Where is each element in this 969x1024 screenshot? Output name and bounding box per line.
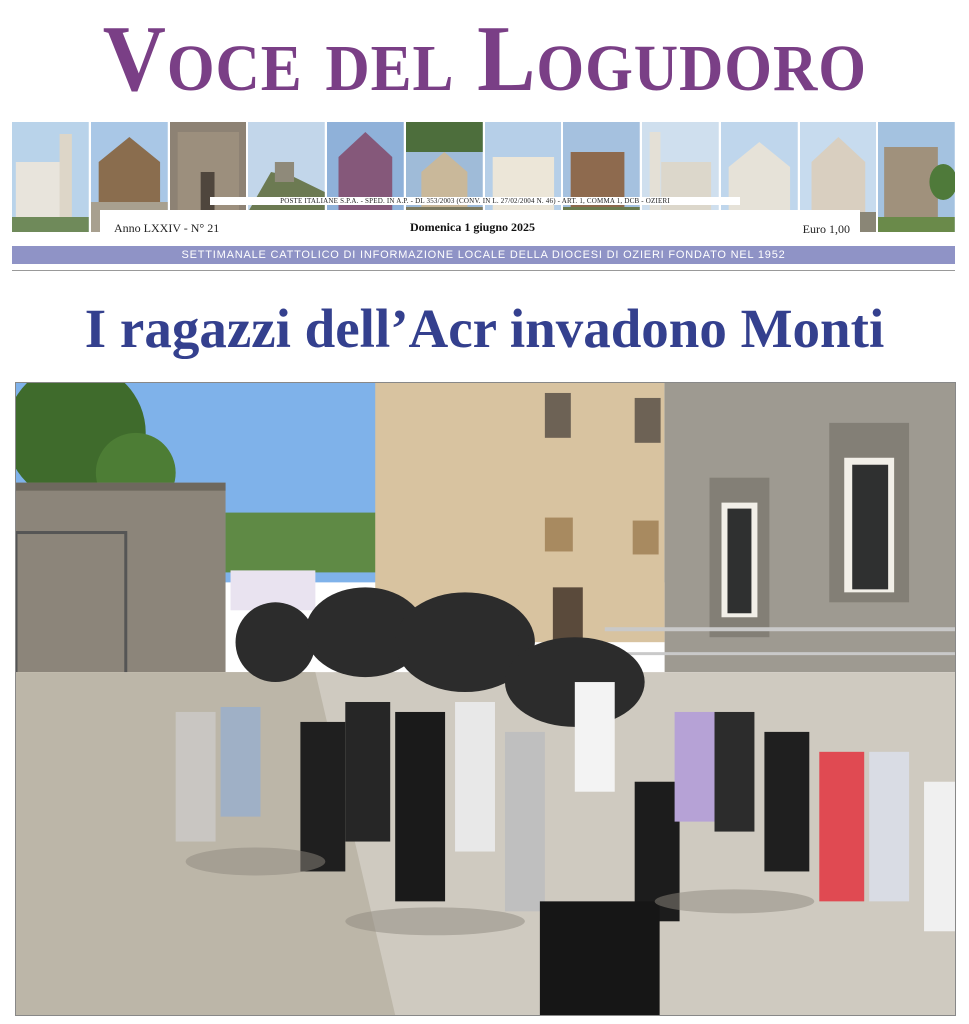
issue-date: Domenica 1 giugno 2025 bbox=[410, 220, 536, 234]
church-photo bbox=[12, 122, 89, 232]
church-photo bbox=[878, 122, 955, 232]
main-article-photo bbox=[15, 382, 956, 1016]
masthead-title: Voce del Logudoro bbox=[102, 7, 867, 111]
issue-price: Euro 1,00 bbox=[802, 222, 850, 236]
tagline-bar: SETTIMANALE CATTOLICO DI INFORMAZIONE LOCALE DELLA DIOCESI DI OZIERI FONDATO NEL 1952 bbox=[12, 246, 955, 264]
divider bbox=[12, 270, 955, 271]
issue-number: Anno LXXIV - N° 21 bbox=[114, 221, 220, 235]
postal-notice: POSTE ITALIANE S.P.A. - SPED. IN A.P. - DL 353/2003 (CONV. IN L. 27/02/2004 N. 46) - ART. 1, COMMA 1, DCB - OZIERI bbox=[210, 197, 740, 205]
newspaper-masthead bbox=[12, 7, 957, 111]
article-headline: I ragazzi dell’Acr invadono Monti bbox=[84, 298, 885, 359]
issue-info-bar bbox=[100, 210, 860, 234]
